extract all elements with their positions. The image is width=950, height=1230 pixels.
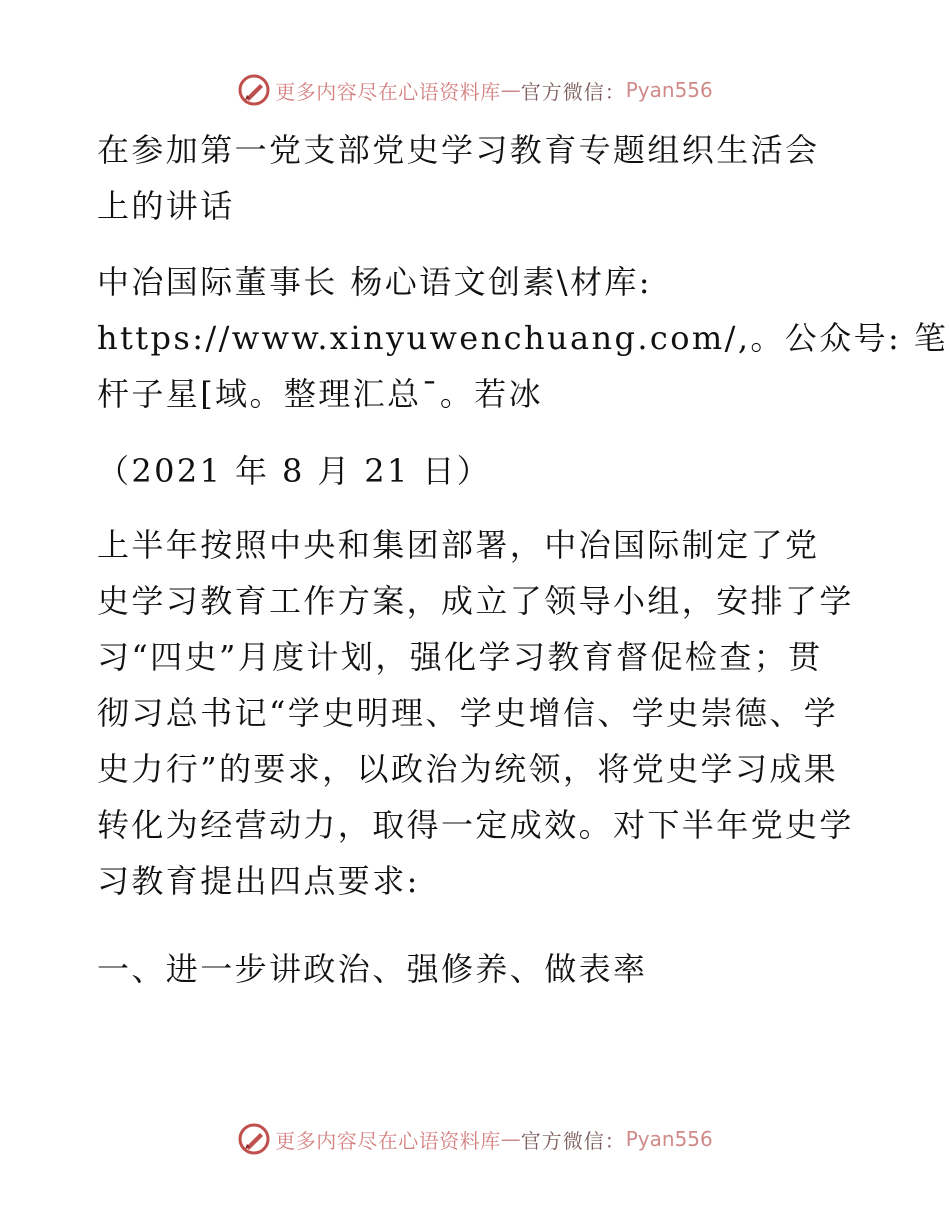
pen-logo-icon xyxy=(237,1122,271,1156)
watermark-dash: — xyxy=(500,1127,521,1151)
section-heading xyxy=(97,941,857,997)
author-line: https://www.xinyuwenchuang.com/,。公众号: 笔 xyxy=(97,319,949,357)
footer-watermark xyxy=(0,1119,950,1159)
paragraph-line: 史力行”的要求，以政治为统领，将党史学习成果 xyxy=(97,750,839,788)
author-line: 中冶国际董事长 杨心语文创素\材库: xyxy=(97,263,652,301)
watermark-wechat-label: 官方微信： xyxy=(520,79,626,104)
author-line: 杆子星[域。整理汇总¯。若冰 xyxy=(97,375,544,413)
watermark-wechat-id: Pyan556 xyxy=(625,1127,713,1151)
paragraph-line: 习“四史”月度计划，强化学习教育督促检查；贯 xyxy=(97,638,823,676)
watermark-wechat-id: Pyan556 xyxy=(625,78,713,102)
paragraph-line: 彻习总书记“学史明理、学史增信、学史崇德、学 xyxy=(97,694,839,732)
author-block xyxy=(97,254,949,422)
document-date xyxy=(97,443,857,499)
document-title xyxy=(97,122,857,234)
paragraph-line: 习教育提出四点要求: xyxy=(97,862,420,900)
header-watermark xyxy=(0,70,950,110)
paragraph-line: 上半年按照中央和集团部署，中冶国际制定了党 xyxy=(97,526,820,564)
heading-line: 一、进一步讲政治、强修养、做表率 xyxy=(97,950,648,988)
title-line: 在参加第一党支部党史学习教育专题组织生活会 xyxy=(97,131,820,169)
watermark-main-text: 更多内容尽在心语资料库 xyxy=(275,79,501,104)
date-line: （2021 年 8 月 21 日） xyxy=(97,452,492,490)
watermark-wechat-label: 官方微信： xyxy=(520,1128,626,1153)
pen-logo-icon xyxy=(237,73,271,107)
title-line: 上的讲话 xyxy=(97,187,235,225)
body-paragraph xyxy=(97,517,857,909)
watermark-main-text: 更多内容尽在心语资料库 xyxy=(275,1128,501,1153)
watermark-dash: — xyxy=(500,78,521,102)
paragraph-line: 转化为经营动力，取得一定成效。对下半年党史学 xyxy=(97,806,854,844)
paragraph-line: 史学习教育工作方案，成立了领导小组，安排了学 xyxy=(97,582,854,620)
